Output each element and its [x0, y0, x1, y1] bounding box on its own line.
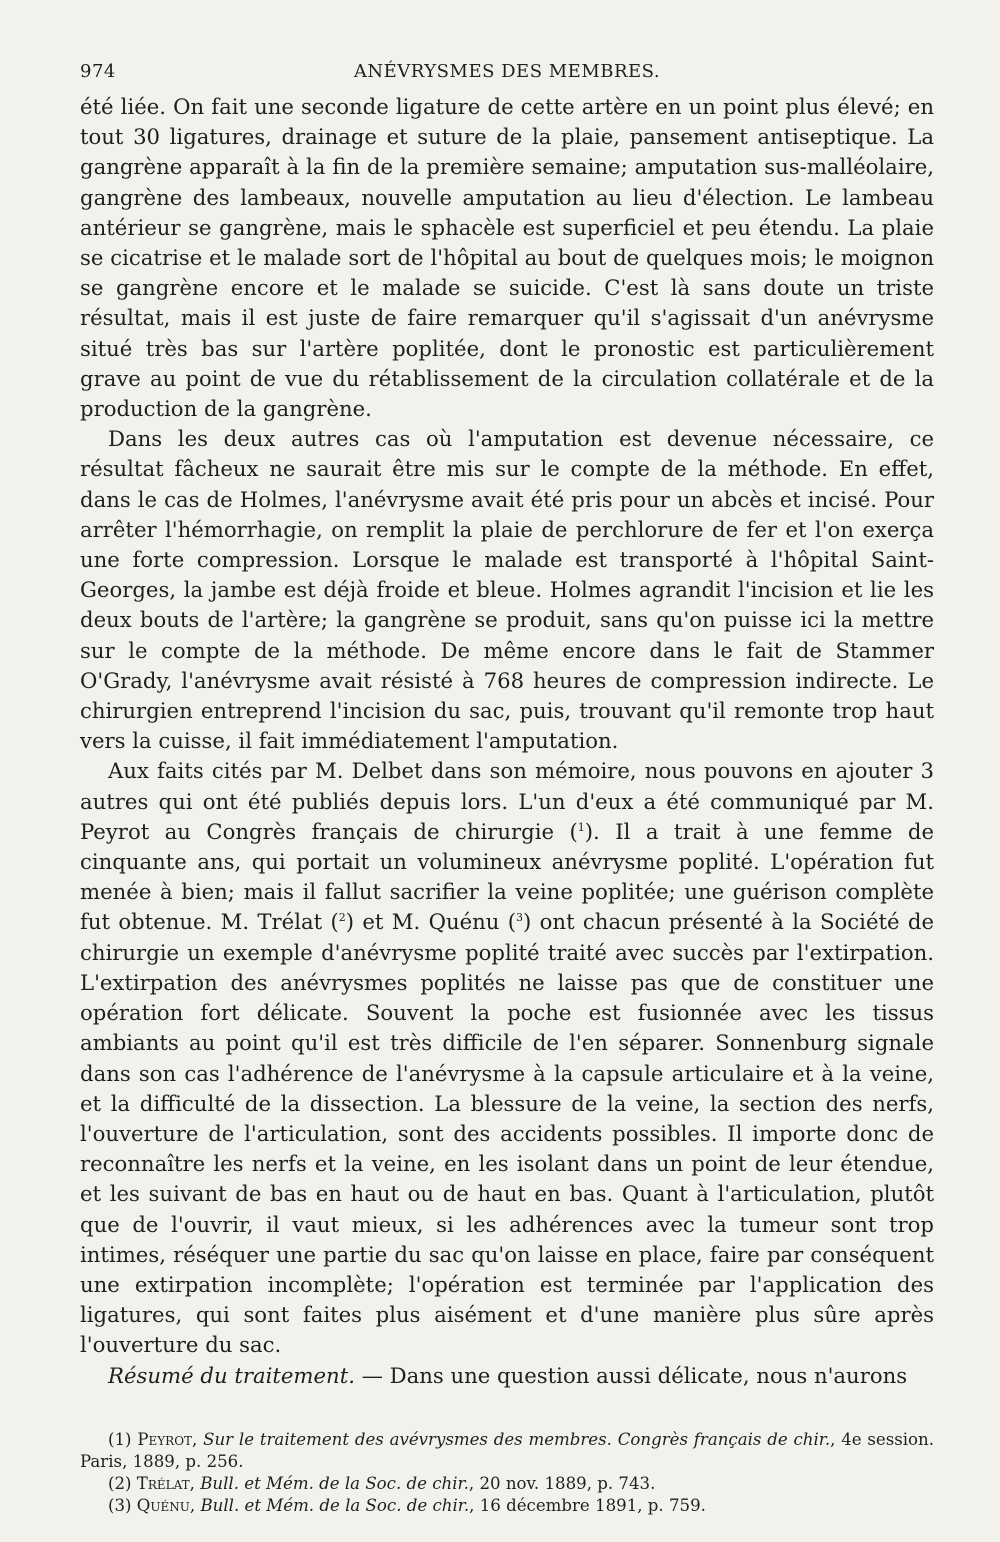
footnote-3-marker: (3): [108, 1495, 132, 1515]
footnote-1: (1) Peyrot, Sur le traitement des avévrysmes des membres. Congrès français de chir., 4e session. Paris, 1889, p. 256.: [80, 1429, 935, 1471]
running-head: [80, 58, 934, 86]
footnote-2-rest: , 20 nov. 1889, p. 743.: [468, 1473, 656, 1493]
paragraph-2: Dans les deux autres cas où l'amputation est devenue nécessaire, ce résultat fâcheux ne saurait être mis sur le compte de la méthode. En effet, dans le cas de Holmes, l'anévrysme avait été pris pour un abcès et incisé. Pour arrêter l'hémorrhagie, on remplit la plaie de perchlorure de fer et l'on exerça une forte compression. Lorsque le malade est transporté à l'hôpital Saint-Georges, la jambe est déjà froide et bleue. Holmes agrandit l'incision et lie les deux bouts de l'artère; la gangrène se produit, sans qu'on puisse ici la mettre sur le compte de la méthode. De même encore dans le fait de Stammer O'Grady, l'anévrysme avait résisté à 768 heures de compression indirecte. Le chirurgien entreprend l'incision du sac, puis, trouvant qu'il remonte trop haut vers la cuisse, il fait immédiatement l'amputation.: [80, 426, 934, 754]
body-text: [80, 92, 934, 1391]
paragraph-3-part-c: ) et M. Quénu (: [345, 909, 517, 935]
footnote-ref-1[interactable]: 1: [577, 820, 585, 834]
paragraph-1: été liée. On fait une seconde ligature de cette artère en un point plus élevé; en tout 30 ligatures, drainage et suture de la plaie, pansement antiseptique. La gangrène apparaît à la fin de la première semaine; amputation sus-malléolaire, gangrène des lambeaux, nouvelle amputation au lieu d'élection. Le lambeau antérieur se gangrène, mais le sphacèle est superficiel et peu étendu. La plaie se cicatrise et le malade sort de l'hôpital au bout de quelques mois; le moignon se gangrène encore et le malade se suicide. C'est là sans doute un triste résultat, mais il est juste de faire remarquer qu'il s'agissait d'un anévrysme situé très bas sur l'artère poplitée, dont le pronostic est particulièrement grave au point de vue du rétablissement de la circulation collatérale et de la production de la gangrène.: [80, 94, 934, 422]
section-heading-resume: Résumé du traitement.: [108, 1362, 355, 1388]
footnote-3-title: Bull. et Mém. de la Soc. de chir.: [200, 1495, 470, 1515]
footnote-2-marker: (2): [108, 1473, 132, 1493]
footnote-ref-3[interactable]: 3: [516, 911, 524, 925]
paragraph-3-part-a: Aux faits cités par M. Delbet dans son mémoire, nous pouvons en ajouter 3 autres qui ont été publiés depuis lors. L'un d'eux a été communiqué par M. Peyrot au Congrès français de chirurgie (: [80, 758, 934, 844]
paragraph-4: [80, 1361, 934, 1391]
page-number: 974: [80, 61, 116, 82]
paragraph-3-part-b: ). Il a trait à une femme de cinquante ans, qui portait un volumineux anévrysme poplité. L'opération fut menée à bien; mais il fallut sacrifier la veine poplitée; une guérison complète fut obtenue. M. Trélat (: [80, 818, 934, 935]
footnote-ref-2[interactable]: 2: [338, 911, 346, 925]
footnote-3-rest: , 16 décembre 1891, p. 759.: [469, 1495, 706, 1515]
paragraph-3: [80, 756, 934, 1360]
footnote-2: (2) Trélat, Bull. et Mém. de la Soc. de chir., 20 nov. 1889, p. 743.: [108, 1473, 656, 1493]
paragraph-4-text: — Dans une question aussi délicate, nous n'aurons: [354, 1362, 908, 1388]
footnotes: [80, 1429, 934, 1517]
footnote-3-author: Quénu: [136, 1495, 190, 1515]
footnote-1-author: Peyrot: [137, 1429, 193, 1449]
footnote-1-marker: (1): [108, 1429, 132, 1449]
footnote-2-title: Bull. et Mém. de la Soc. de chir.: [200, 1473, 469, 1493]
footnote-3: (3) Quénu, Bull. et Mém. de la Soc. de chir., 16 décembre 1891, p. 759.: [108, 1495, 706, 1515]
footnote-1-rest: , 4e session. Paris, 1889, p. 256.: [80, 1429, 935, 1471]
running-title: ANÉVRYSMES DES MEMBRES.: [353, 61, 661, 82]
footnote-2-author: Trélat: [136, 1473, 190, 1493]
footnote-1-title: Sur le traitement des avévrysmes des membres. Congrès français de chir.: [203, 1429, 831, 1449]
paragraph-3-part-d: ) ont chacun présenté à la Société de chirurgie un exemple d'anévrysme poplité traité avec succès par l'extirpation. L'extirpation des anévrysmes poplités ne laisse pas que de constituer une opération fort délicate. Souvent la poche est fusionnée avec les tissus ambiants au point qu'il est très difficile de l'en séparer. Sonnenburg signale dans son cas l'adhérence de l'anévrysme à la capsule articulaire et à la veine, et la difficulté de la dissection. La blessure de la veine, la section des nerfs, l'ouverture de l'articulation, sont des accidents possibles. Il importe donc de reconnaître les nerfs et la veine, en les isolant dans un point de leur étendue, et les suivant de bas en haut ou de haut en bas. Quant à l'articulation, plutôt que de l'ouvrir, il vaut mieux, si les adhérences avec la tumeur sont trop intimes, réséquer une partie du sac qu'on laisse en place, faire par conséquent une extirpation incomplète; l'opération est terminée par l'application des ligatures, qui sont faites plus aisément et d'une manière plus sûre après l'ouverture du sac.: [80, 909, 934, 1358]
